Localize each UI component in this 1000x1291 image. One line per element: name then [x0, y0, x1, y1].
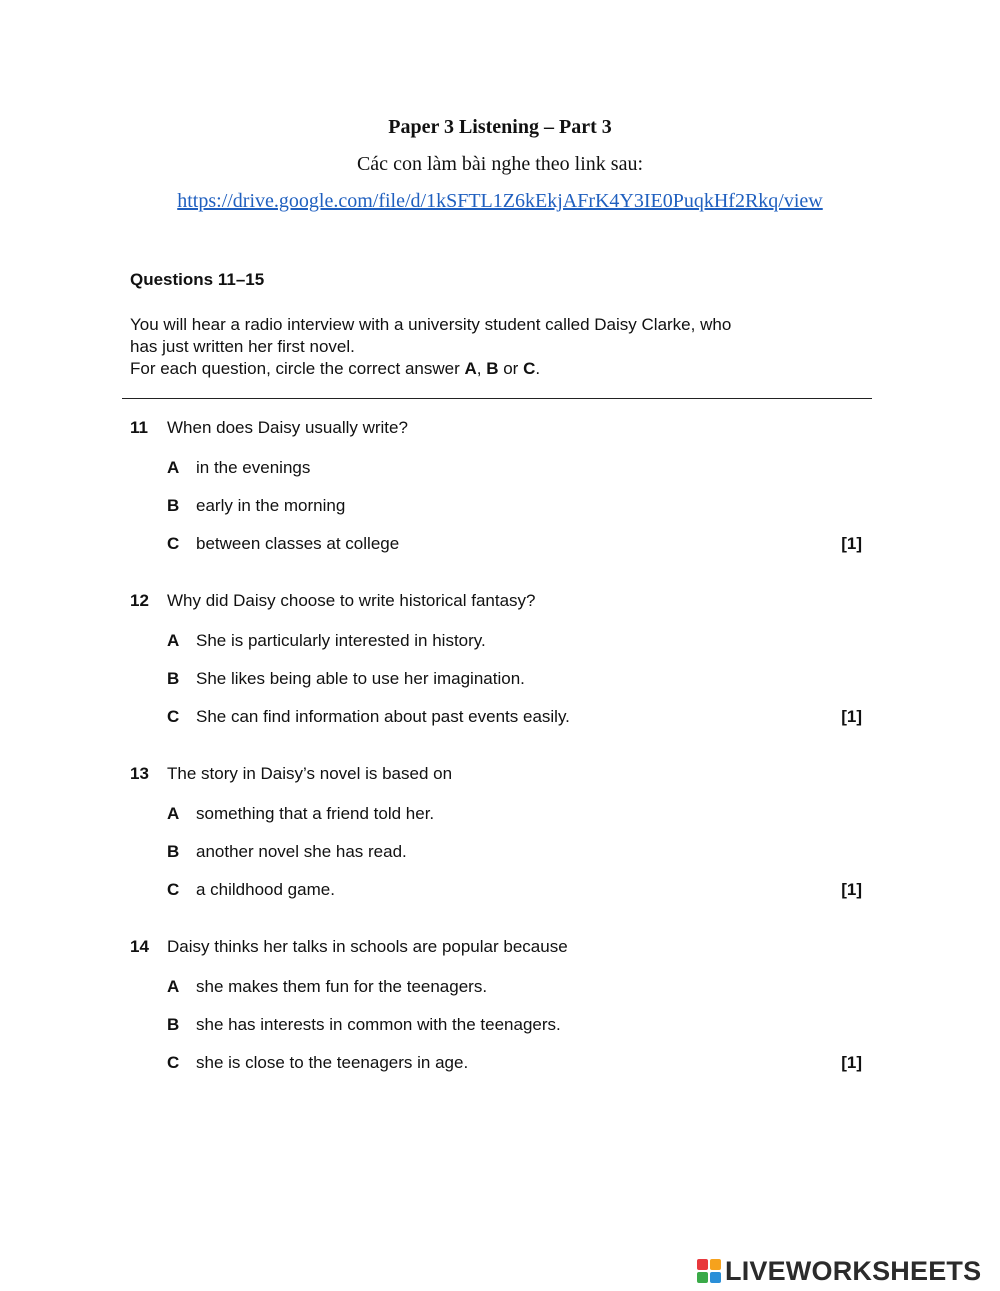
mark-value: [1]	[841, 707, 862, 726]
option-a[interactable]	[130, 631, 870, 655]
intro-letter-b: B	[486, 359, 499, 378]
question-text: Daisy thinks her talks in schools are popular because	[167, 937, 568, 956]
option-text: early in the morning	[196, 496, 346, 515]
option-letter: B	[167, 496, 180, 515]
option-letter: C	[167, 707, 180, 726]
intro-line-3	[130, 358, 850, 380]
logo-box	[697, 1272, 708, 1283]
option-letter: C	[167, 880, 180, 899]
option-text: she is close to the teenagers in age.	[196, 1053, 469, 1072]
question-13	[130, 764, 870, 904]
intro-letter-a: A	[464, 359, 477, 378]
question-number: 14	[130, 937, 149, 956]
intro-letter-c: C	[523, 359, 536, 378]
intro-sep: ,	[476, 359, 487, 378]
question-11	[130, 418, 870, 558]
option-text: in the evenings	[196, 458, 311, 477]
page-title: Paper 3 Listening – Part 3	[388, 116, 612, 138]
option-text: She likes being able to use her imagination.	[196, 669, 525, 688]
option-letter: B	[167, 1015, 180, 1034]
option-letter: B	[167, 842, 180, 861]
question-stem	[130, 764, 870, 788]
option-letter: A	[167, 631, 180, 650]
question-text: The story in Daisy’s novel is based on	[167, 764, 453, 783]
option-b[interactable]	[130, 1015, 870, 1039]
logo-icon	[697, 1259, 721, 1283]
option-b[interactable]	[130, 496, 870, 520]
mark-value: [1]	[841, 1053, 862, 1072]
question-stem	[130, 591, 870, 615]
option-text: a childhood game.	[196, 880, 335, 899]
question-stem	[130, 937, 870, 961]
option-letter: A	[167, 804, 180, 823]
liveworksheets-logo	[697, 1256, 981, 1286]
option-a[interactable]	[130, 804, 870, 828]
option-c[interactable]	[130, 1053, 870, 1077]
question-number: 13	[130, 764, 149, 783]
option-text: something that a friend told her.	[196, 804, 435, 823]
option-c[interactable]	[130, 880, 870, 904]
option-letter: A	[167, 977, 180, 996]
mark-value: [1]	[841, 534, 862, 553]
question-12	[130, 591, 870, 731]
option-letter: C	[167, 534, 180, 553]
option-b[interactable]	[130, 669, 870, 693]
option-text: she makes them fun for the teenagers.	[196, 977, 488, 996]
logo-box	[697, 1259, 708, 1270]
divider	[122, 398, 872, 399]
audio-link[interactable]: https://drive.google.com/file/d/1kSFTL1Z6kEkjAFrK4Y3IE0PuqkHf2Rkq/view	[177, 190, 823, 212]
intro-text: For each question, circle the correct answer	[130, 359, 465, 378]
logo-text: LIVEWORKSHEETS	[725, 1255, 982, 1286]
mark-value: [1]	[841, 880, 862, 899]
section-title: Questions 11–15	[130, 270, 265, 289]
question-number: 11	[130, 418, 148, 437]
option-text: She can find information about past events easily.	[196, 707, 570, 726]
option-b[interactable]	[130, 842, 870, 866]
option-c[interactable]	[130, 534, 870, 558]
logo-box	[710, 1259, 721, 1270]
question-text: Why did Daisy choose to write historical fantasy?	[167, 591, 536, 610]
intro-line-1: You will hear a radio interview with a university student called Daisy Clarke, who	[130, 315, 732, 334]
option-a[interactable]	[130, 977, 870, 1001]
option-a[interactable]	[130, 458, 870, 482]
option-text: she has interests in common with the teenagers.	[196, 1015, 561, 1034]
question-stem	[130, 418, 870, 442]
option-letter: A	[167, 458, 180, 477]
intro-sep: or	[498, 359, 524, 378]
option-letter: B	[167, 669, 180, 688]
logo-box	[710, 1272, 721, 1283]
option-c[interactable]	[130, 707, 870, 731]
option-text: She is particularly interested in history.	[196, 631, 486, 650]
section-intro	[130, 314, 850, 380]
option-text: between classes at college	[196, 534, 400, 553]
question-14	[130, 937, 870, 1077]
intro-sep: .	[535, 359, 541, 378]
option-letter: C	[167, 1053, 180, 1072]
option-text: another novel she has read.	[196, 842, 407, 861]
intro-line-2: has just written her first novel.	[130, 337, 355, 356]
question-text: When does Daisy usually write?	[167, 418, 408, 437]
instruction-text: Các con làm bài nghe theo link sau:	[356, 153, 644, 175]
question-number: 12	[130, 591, 149, 610]
